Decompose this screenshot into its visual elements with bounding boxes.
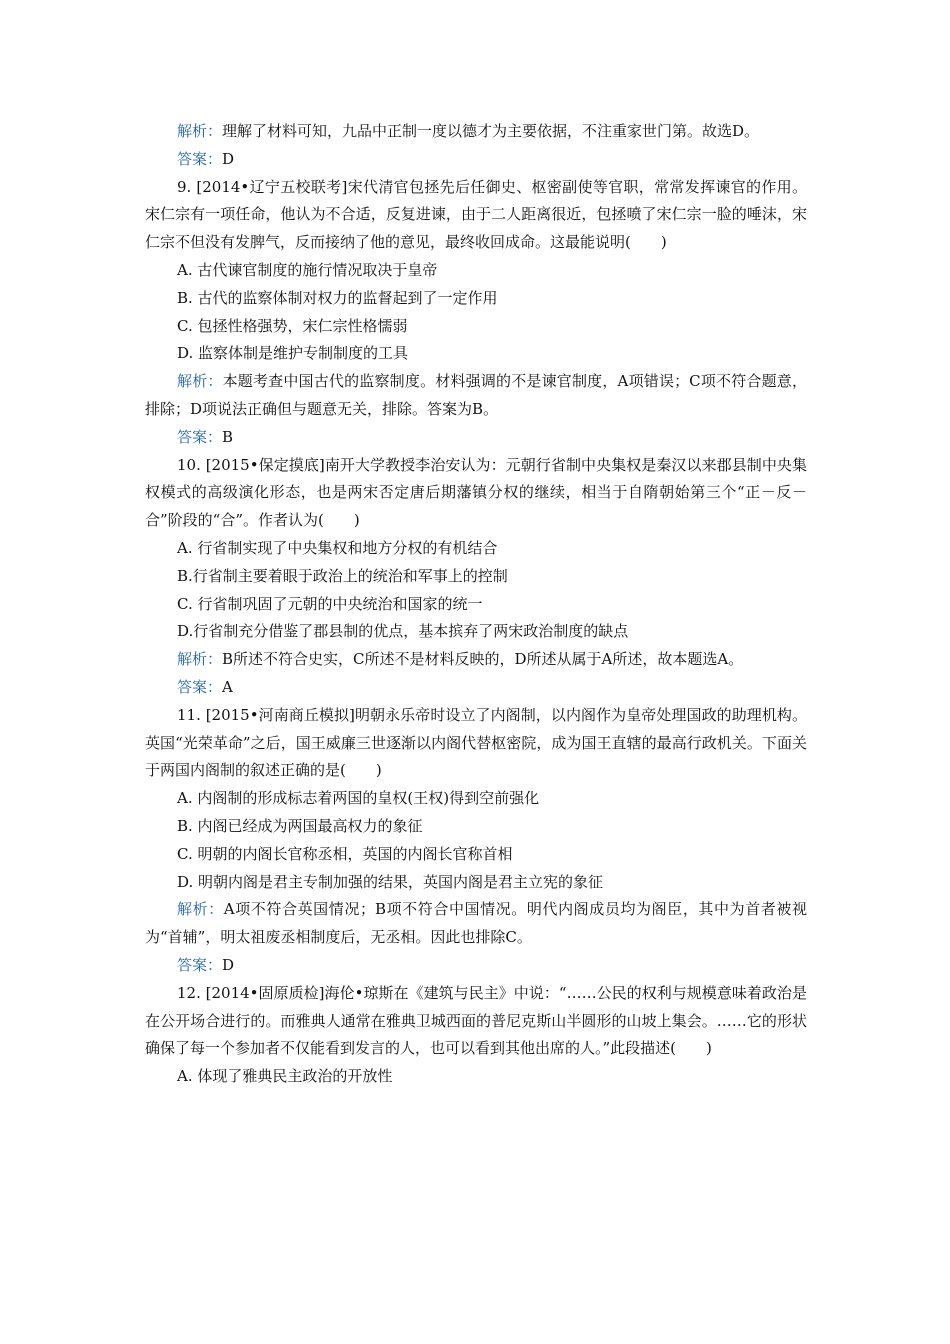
document-page [145,118,807,1091]
answer-line [145,952,807,980]
analysis-label: 解析： [177,372,223,391]
analysis-text: 理解了材料可知，九品中正制一度以德才为主要依据，不注重家世门第。故选D。 [222,122,760,140]
option-b: B.行省制主要着眼于政治上的统治和军事上的控制 [177,566,508,585]
analysis-text: B所述不符合史实，C所述不是材料反映的，D所述从属于A所述，故本题选A。 [222,650,744,669]
option-a: A. 古代谏官制度的施行情况取决于皇帝 [177,260,438,279]
option-c: C. 行省制巩固了元朝的中央统治和国家的统一 [177,594,483,613]
option-a: A. 内阁制的形成标志着两国的皇权(王权)得到空前强化 [177,789,540,808]
answer-value: D [222,955,235,974]
question-stem: 12. [2014•固原质检]海伦•琼斯在《建筑与民主》中说：“……公民的权利与规模意味着政治是在公开场合进行的。而雅典人通常在雅典卫城西面的普尼克斯山半圆形的山坡上集会。……它的形状确保了每一个参加者不仅能看到发言的人，也可以看到其他出席的人。”此段描述( ) [145,983,807,1058]
answer-value: B [222,427,234,446]
option-d: D.行省制充分借鉴了郡县制的优点，基本摈弃了两宋政治制度的缺点 [177,622,629,641]
answer-value: A [222,677,233,696]
answer-value: D [222,149,235,168]
analysis-paragraph [145,896,807,952]
option-c: C. 包拯性格强势，宋仁宗性格懦弱 [177,316,408,335]
analysis-paragraph [145,646,807,674]
analysis-text: A项不符合英国情况；B项不符合中国情况。明代内阁成员均为阁臣，其中为首者被视为“首辅”，明太祖废丞相制度后，无丞相。因此也排除C。 [145,900,807,947]
answer-line [145,674,807,702]
analysis-paragraph [145,118,807,146]
answer-label: 答案： [177,955,223,974]
answer-label: 答案： [177,677,223,696]
analysis-paragraph [145,368,807,424]
analysis-label: 解析： [177,900,224,919]
option-a: A. 行省制实现了中央集权和地方分权的有机结合 [177,538,498,557]
analysis-label: 解析： [177,122,223,140]
question-stem: 11. [2015•河南商丘模拟]明朝永乐帝时设立了内阁制，以内阁作为皇帝处理国政的助理机构。英国“光荣革命”之后，国王威廉三世逐渐以内阁代替枢密院，成为国王直辖的最高行政机关。下面关于两国内阁制的叙述正确的是( ) [145,705,807,780]
analysis-label: 解析： [177,650,223,669]
option-c: C. 明朝的内阁长官称丞相，英国的内阁长官称首相 [177,844,513,863]
analysis-text: 本题考查中国古代的监察制度。材料强调的不是谏官制度，A项错误；C项不符合题意，排除；D项说法正确但与题意无关，排除。答案为B。 [145,372,807,418]
option-d: D. 监察体制是维护专制制度的工具 [177,344,409,363]
question-stem: 10. [2015•保定摸底]南开大学教授李治安认为：元朝行省制中央集权是秦汉以来郡县制中央集权模式的高级演化形态，也是两宋否定唐后期藩镇分权的继续，相当于自隋朝始第三个“正－反－合”阶段的“合”。作者认为( ) [145,455,807,530]
option-b: B. 内阁已经成为两国最高权力的象征 [177,816,423,835]
option-a: A. 体现了雅典民主政治的开放性 [177,1067,393,1086]
answer-line [145,424,807,452]
option-d: D. 明朝内阁是君主专制加强的结果，英国内阁是君主立宪的象征 [177,872,604,891]
option-b: B. 古代的监察体制对权力的监督起到了一定作用 [177,288,498,307]
answer-line [145,146,807,174]
answer-label: 答案： [177,427,223,446]
question-stem: 9. [2014•辽宁五校联考]宋代清官包拯先后任御史、枢密副使等官职，常常发挥谏官的作用。宋仁宗有一项任命，他认为不合适，反复进谏，由于二人距离很近，包拯喷了宋仁宗一脸的唾沫，宋仁宗不但没有发脾气，反而接纳了他的意见，最终收回成命。这最能说明( ) [145,177,807,252]
answer-label: 答案： [177,149,223,168]
